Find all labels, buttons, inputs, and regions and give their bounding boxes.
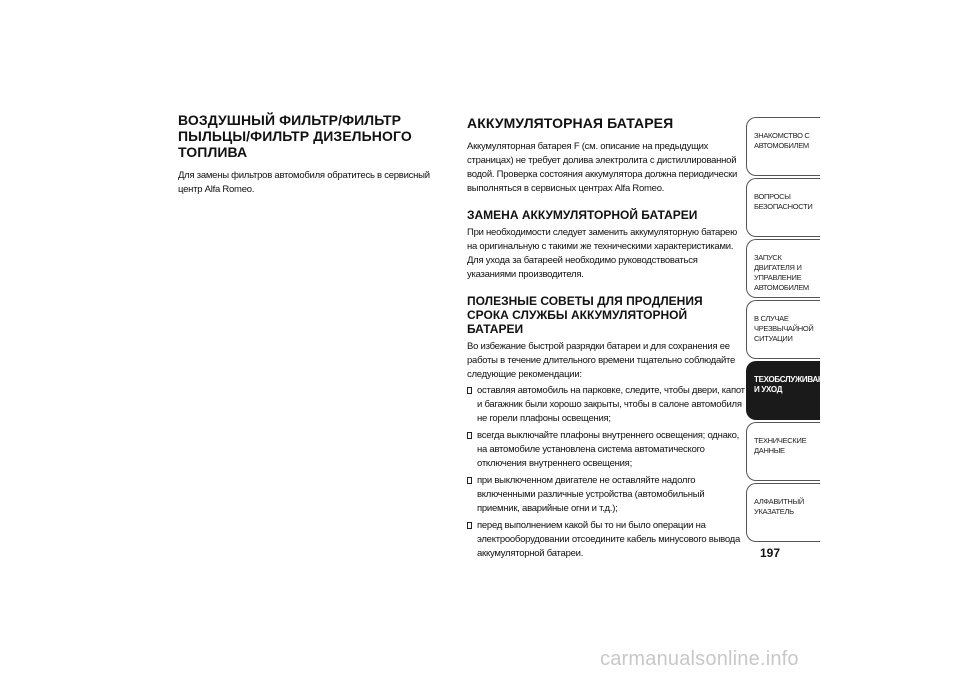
- tab-vehicle-intro[interactable]: [746, 117, 820, 176]
- air-filter-heading: ВОЗДУШНЫЙ ФИЛЬТР/ФИЛЬТР ПЫЛЬЦЫ/ФИЛЬТР ДИЗЕЛЬНОГО ТОПЛИВА: [178, 112, 412, 160]
- right-column: [467, 115, 745, 564]
- tab-label: ТЕХОБСЛУЖИВАНИЕ И УХОД: [754, 375, 834, 394]
- tab-emergency[interactable]: [746, 300, 820, 359]
- tab-label: ТЕХНИЧЕСКИЕ ДАННЫЕ: [754, 436, 807, 455]
- list-item: [467, 519, 745, 561]
- tab-safety[interactable]: [746, 178, 820, 237]
- checkbox-bullet-icon: [467, 432, 472, 439]
- battery-tips-heading: ПОЛЕЗНЫЕ СОВЕТЫ ДЛЯ ПРОДЛЕНИЯ СРОКА СЛУЖБЫ АККУМУЛЯТОРНОЙ БАТАРЕИ: [467, 294, 703, 336]
- tab-technical-data[interactable]: [746, 422, 820, 481]
- tab-starting-driving[interactable]: [746, 239, 820, 298]
- battery-replace-text: При необходимости следует заменить аккумуляторную батарею на оригинальную с такими же техническими характеристиками. Для ухода за батареей необходимо руководствоваться указаниями производителя.: [467, 227, 737, 280]
- list-item: [467, 474, 745, 516]
- tip-text: при выключенном двигателе не оставляйте надолго включенными различные устройства (автомобильный приемник, аварийные огни и т.д.);: [477, 475, 705, 514]
- checkbox-bullet-icon: [467, 387, 472, 394]
- battery-tips-intro: Во избежание быстрой разрядки батареи и для сохранения ее работы в течение длительного времени тщательно соблюдайте следующие рекомендации:: [467, 341, 736, 380]
- page-number: 197: [760, 546, 781, 560]
- tip-text: перед выполнением какой бы то ни было операции на электрооборудовании отсоедините кабель минусового вывода аккумуляторной батареи.: [477, 520, 740, 559]
- list-item: [467, 429, 745, 471]
- tab-index[interactable]: [746, 483, 820, 542]
- tab-label: ЗАПУСК ДВИГАТЕЛЯ И УПРАВЛЕНИЕ АВТОМОБИЛЕМ: [754, 253, 809, 292]
- checkbox-bullet-icon: [467, 522, 472, 529]
- tab-label: В СЛУЧАЕ ЧРЕЗВЫЧАЙНОЙ СИТУАЦИИ: [754, 314, 814, 343]
- list-item: [467, 384, 745, 426]
- checkbox-bullet-icon: [467, 477, 472, 484]
- tab-label: ЗНАКОМСТВО С АВТОМОБИЛЕМ: [754, 131, 810, 150]
- air-filter-text: Для замены фильтров автомобиля обратитесь в сервисный центр Alfa Romeo.: [178, 170, 430, 195]
- watermark: carmanualsonline.info: [600, 648, 799, 670]
- tip-text: всегда выключайте плафоны внутреннего освещения; однако, на автомобиле установлена система автоматического отключения внутреннего освещения;: [477, 430, 740, 469]
- battery-tips-list: [467, 384, 745, 561]
- battery-heading: АККУМУЛЯТОРНАЯ БАТАРЕЯ: [467, 115, 674, 131]
- battery-intro-text: Аккумуляторная батарея F (см. описание на предыдущих страницах) не требует долива электролита с дистиллированной водой. Проверка состояния аккумулятора должна периодически выполняться в сервисных центрах Alfa Romeo.: [467, 141, 738, 194]
- tab-label: ВОПРОСЫ БЕЗОПАСНОСТИ: [754, 192, 813, 211]
- tab-maintenance[interactable]: [746, 361, 834, 420]
- battery-replace-heading: ЗАМЕНА АККУМУЛЯТОРНОЙ БАТАРЕИ: [467, 208, 698, 222]
- chapter-tabs: [746, 117, 834, 544]
- tab-label: АЛФАВИТНЫЙ УКАЗАТЕЛЬ: [754, 497, 804, 516]
- left-column: [178, 112, 440, 197]
- tip-text: оставляя автомобиль на парковке, следите, чтобы двери, капот и багажник были хорошо закрыты, чтобы в салоне автомобиля не горели плафоны освещения;: [477, 385, 745, 424]
